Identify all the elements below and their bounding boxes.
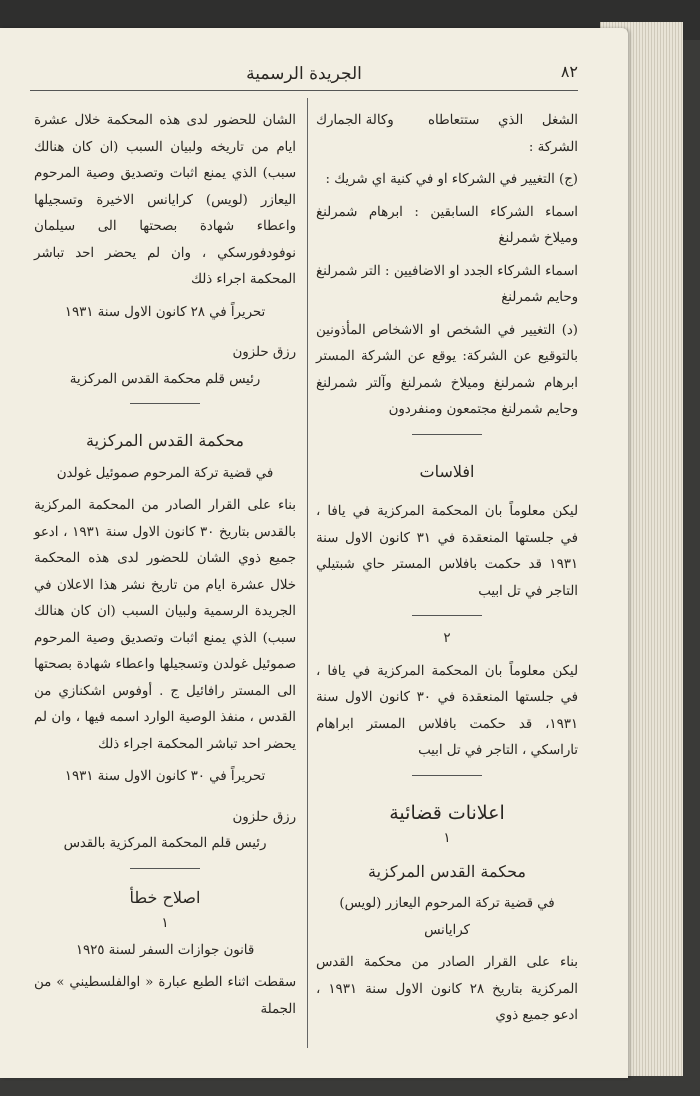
right-column — [316, 108, 578, 1030]
signature-name-2: رزق حلزون — [232, 809, 296, 825]
case-title-2: في قضية تركة المرحوم صموئيل غولدن — [56, 465, 274, 481]
signing-authority: (د) التغيير في الشخص او الاشخاص المأذونين بالتوقيع عن الشركة: يوقع عن الشركة المستر ابرهام شمرلنغ وميلاخ شمرلنغ وآلتر شمرلنغ وحايم شمرلنغ مجتمعون ومنفردون — [316, 322, 578, 417]
judicial-number: ١ — [443, 831, 451, 846]
company-business-value: وكالة الجمارك — [316, 113, 394, 128]
separator — [412, 615, 482, 616]
errata-number: ١ — [161, 916, 169, 931]
bankruptcy-number-2: ٢ — [443, 631, 451, 646]
signature-name-1: رزق حلزون — [232, 345, 296, 360]
separator — [412, 434, 482, 435]
gazette-title: الجريدة الرسمية — [246, 64, 362, 84]
date-2: تحريراً في ٣٠ كانون الاول سنة ١٩٣١ — [64, 769, 266, 784]
case-text: بناء على القرار الصادر من محكمة القدس المركزية بتاريخ ٢٨ كانون الاول سنة ١٩٣١ ، ادعو جميع ذوي — [316, 955, 578, 1023]
left-column — [34, 108, 296, 1023]
case-title: في قضية تركة المرحوم اليعازر (لويس) كرايانس — [339, 896, 555, 938]
partner-change-heading: (ج) التغيير في الشركاء او في كنية اي شريك : — [325, 172, 578, 187]
bankruptcy-notice-1: ليكن معلوماً بان المحكمة المركزية في يافا ، في جلستها المنعقدة في ٣١ كانون الاول سنة ١٩٣١ قد حكمت بافلاس المستر حاي شبتيلي التاجر في تل ابيب — [316, 504, 578, 599]
separator — [130, 868, 200, 869]
continuation-text: الشان للحضور لدى هذه المحكمة خلال عشرة ايام من تاريخه ولبيان السبب (ان كان هنالك سبب) الذي يمنع اثبات وتصديق وصية المرحوم اليعازر (لويس) كرايانس الاخيرة وتسجيلها واعطاء شهادة بصحتها الى سيلمان نوفودفورسكي ، وان لم يحضر احد تباشر المحكمة اجراء ذلك — [34, 113, 296, 287]
errata-text: سقطت اثناء الطبع عبارة « اوالفلسطيني » من الجملة — [34, 975, 296, 1017]
signature-title-2: رئيس قلم المحكمة المركزية بالقدس — [63, 836, 267, 851]
date-1: تحريراً في ٢٨ كانون الاول سنة ١٩٣١ — [64, 304, 266, 320]
company-business-label: الشغل الذي ستتعاطاه الشركة : — [428, 113, 578, 155]
signature-title-1: رئيس قلم محكمة القدس المركزية — [69, 371, 261, 387]
court-heading-2: محكمة القدس المركزية — [86, 431, 244, 450]
bankruptcy-notice-2: ليكن معلوماً بان المحكمة المركزية في يافا ، في جلستها المنعقدة في ٣٠ كانون الاول سنة ١٩٣١، قد حكمت بافلاس المستر ابراهام تاراسكي ، التاجر في تل ابيب — [316, 663, 578, 758]
header-rule — [30, 90, 578, 91]
former-partners: اسماء الشركاء السابقين : ابرهام شمرلنغ وميلاخ شمرلنغ — [316, 204, 578, 246]
company-business-row — [316, 108, 578, 161]
errata-heading: اصلاح خطأ — [129, 887, 201, 907]
new-partners: اسماء الشركاء الجدد او الاضافيين : التر شمرلنغ وحايم شمرلنغ — [316, 263, 578, 305]
gazette-page — [0, 28, 628, 1078]
court-heading: محكمة القدس المركزية — [368, 861, 526, 881]
judicial-heading: اعلانات قضائية — [389, 801, 505, 824]
page-number: ٨٢ — [560, 62, 578, 81]
case-text-2: بناء على القرار الصادر من المحكمة المركزية بالقدس بتاريخ ٣٠ كانون الاول سنة ١٩٣١ ، ادعو جميع ذوي الشان للحضور لدى هذه المحكمة خلال عشرة ايام من تاريخ نشر هذا الاعلان في الجريدة الرسمية ولبيان السبب (ان كان هنالك سبب) الذي يمنع اثبات وتصديق وصية المرحوم صموئيل غولدن وتسجيلها واعطاء شهادة بصحتها الى المستر رافائيل ج . أوفوس اشكنازي من القدس ، منفذ الوصية الوارد اسمه فيها ، وان لم يحضر احد تباشر المحكمة اجراء ذلك — [34, 498, 296, 752]
errata-law: قانون جوازات السفر لسنة ١٩٢٥ — [75, 942, 255, 958]
page-header — [30, 62, 578, 92]
separator — [412, 775, 482, 776]
separator — [130, 403, 200, 404]
column-divider — [307, 98, 308, 1048]
bankruptcies-heading: افلاسات — [419, 461, 475, 481]
